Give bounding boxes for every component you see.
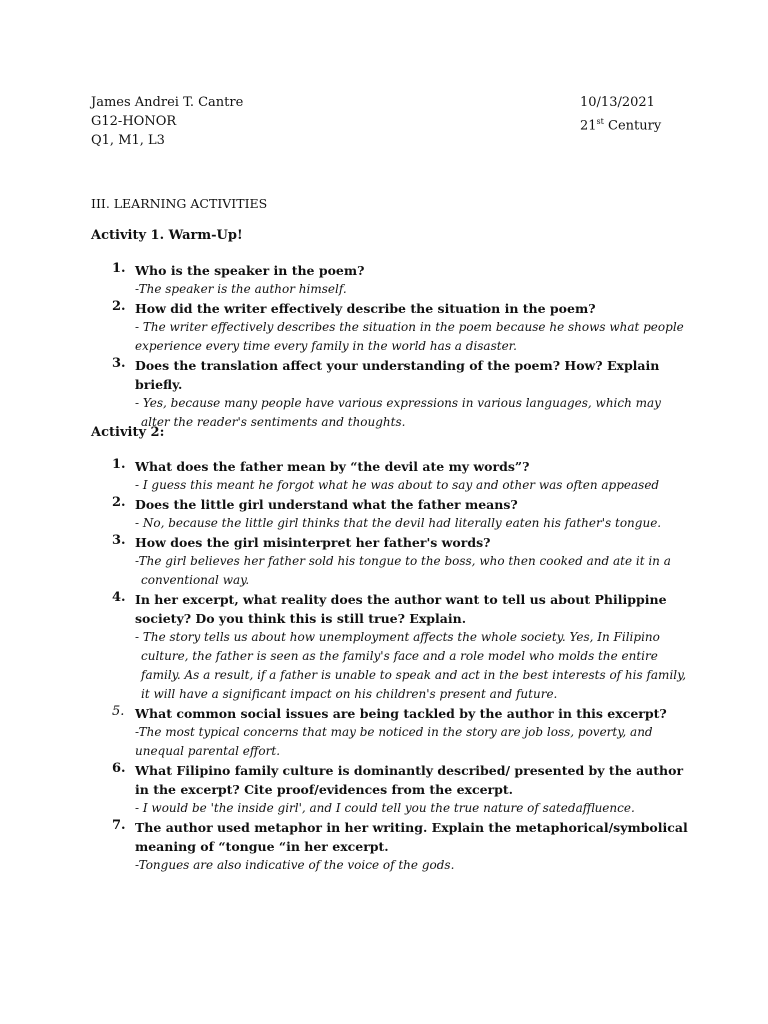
answer-text: -Tongues are also indicative of the voice of the gods. bbox=[135, 858, 455, 872]
item-number: 6. bbox=[112, 761, 126, 776]
question-text: What does the father mean by “the devil ate my words”? bbox=[135, 459, 530, 474]
subject-superscript: st bbox=[596, 117, 604, 126]
list-item bbox=[91, 818, 691, 875]
answer-text: - No, because the little girl thinks that the devil had literally eaten his father's tongue. bbox=[135, 516, 662, 530]
question-text: Who is the speaker in the poem? bbox=[135, 263, 365, 278]
list-item bbox=[91, 495, 691, 533]
student-section: G12-HONOR bbox=[91, 114, 177, 129]
answer-text: -The speaker is the author himself. bbox=[135, 282, 347, 296]
activity1-title: Activity 1. Warm-Up! bbox=[91, 228, 243, 243]
list-item bbox=[91, 356, 691, 432]
answer-text: -The most typical concerns that may be noticed in the story are job loss, poverty, and unequal parental effort. bbox=[135, 725, 653, 758]
item-number: 5. bbox=[112, 704, 125, 719]
lesson-code: Q1, M1, L3 bbox=[91, 133, 165, 148]
list-item bbox=[91, 590, 691, 704]
student-info bbox=[91, 93, 243, 150]
subject-word: Century bbox=[603, 118, 662, 134]
section-title: III. LEARNING ACTIVITIES bbox=[91, 196, 268, 211]
question-text: The author used metaphor in her writing. Explain the metaphorical/symbolical meaning of “tongue “in her excerpt. bbox=[135, 820, 688, 854]
item-number: 4. bbox=[112, 590, 126, 605]
question-text: How did the writer effectively describe the situation in the poem? bbox=[135, 301, 596, 316]
student-name: James Andrei T. Cantre bbox=[91, 95, 244, 110]
list-item bbox=[91, 761, 691, 818]
question-text: What common social issues are being tackled by the author in this excerpt? bbox=[135, 706, 667, 721]
activity2-list bbox=[91, 457, 691, 875]
item-number: 1. bbox=[112, 261, 126, 276]
answer-text: - I guess this meant he forgot what he was about to say and other was often appeased bbox=[135, 478, 660, 492]
activity2-title: Activity 2: bbox=[91, 425, 165, 440]
activity1-list bbox=[91, 261, 691, 432]
answer-text: -The girl believes her father sold his tongue to the boss, who then cooked and ate it in a conventional way. bbox=[135, 554, 671, 587]
subject-title bbox=[580, 112, 661, 135]
item-number: 1. bbox=[112, 457, 126, 472]
document-date: 10/13/2021 bbox=[580, 95, 655, 110]
list-item bbox=[91, 704, 691, 761]
question-text: How does the girl misinterpret her father's words? bbox=[135, 535, 491, 550]
list-item bbox=[91, 457, 691, 495]
item-number: 2. bbox=[112, 299, 126, 314]
subject-number: 21 bbox=[580, 118, 597, 134]
list-item bbox=[91, 261, 691, 299]
answer-text: - The writer effectively describes the situation in the poem because he shows what people experience every time every family in the world has a disaster. bbox=[135, 320, 684, 353]
question-text: In her excerpt, what reality does the author want to tell us about Philippine society? Do you think this is still true? Explain. bbox=[135, 592, 667, 626]
question-text: What Filipino family culture is dominantly described/ presented by the author in the excerpt? Cite proof/evidences from the excerpt. bbox=[135, 763, 684, 797]
item-number: 3. bbox=[112, 356, 126, 371]
item-number: 3. bbox=[112, 533, 126, 548]
item-number: 2. bbox=[112, 495, 126, 510]
list-item bbox=[91, 299, 691, 356]
answer-text: - I would be 'the inside girl', and I could tell you the true nature of satedaffluence. bbox=[135, 801, 635, 815]
item-number: 7. bbox=[112, 818, 126, 833]
question-text: Does the little girl understand what the father means? bbox=[135, 497, 518, 512]
date-subject-info bbox=[580, 93, 661, 135]
question-text: Does the translation affect your understanding of the poem? How? Explain briefly. bbox=[135, 358, 660, 392]
answer-text: - The story tells us about how unemployment affects the whole society. Yes, In Filipino culture, the father is seen as the family's face and a role model who molds the entire family. As a result, if a father is unable to speak and act in the best interests of his family, it will have a significant impact on his children's present and future. bbox=[135, 630, 687, 701]
answer-text: - Yes, because many people have various expressions in various languages, which may alter the reader's sentiments and thoughts. bbox=[135, 396, 661, 429]
list-item bbox=[91, 533, 691, 590]
